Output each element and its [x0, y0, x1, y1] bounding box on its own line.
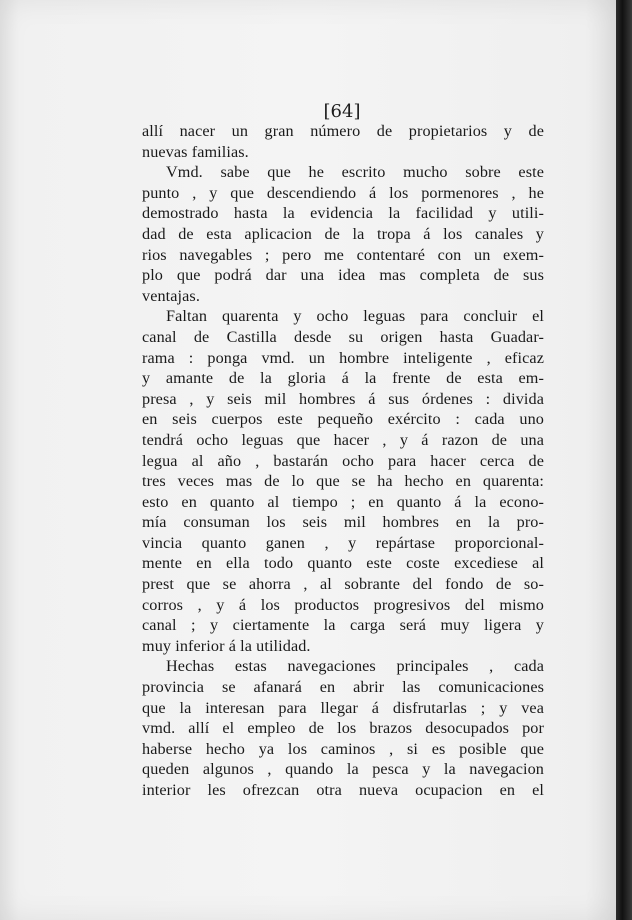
text-line: interior les ofrezcan otra nueva ocupacion en el: [142, 781, 544, 799]
text-line: esto en quanto al tiempo ; en quanto á la econo-: [142, 492, 544, 511]
text-line: queden algunos , quando la pesca y la navegacion: [142, 760, 544, 779]
text-line: rios navegables ; pero me contentaré con un exem-: [142, 245, 544, 264]
text-line: nuevas familias.: [142, 142, 249, 161]
text-line: mía consuman los seis mil hombres en la pro-: [142, 513, 544, 532]
text-line: muy inferior á la utilidad.: [142, 636, 311, 655]
paragraph: [142, 656, 544, 800]
text-line: Vmd. sabe que he escrito mucho sobre este: [166, 163, 544, 182]
text-line: ventajas.: [142, 286, 200, 305]
text-line: haberse hecho ya los caminos , si es posible que: [142, 739, 544, 758]
text-line: plo que podrá dar una idea mas completa de sus: [142, 266, 544, 285]
text-line: punto , y que descendiendo á los pormenores , he: [142, 183, 544, 202]
text-line: presa , y seis mil hombres á sus órdenes : divida: [142, 389, 544, 408]
text-line: canal ; y ciertamente la carga será muy ligera y: [142, 616, 544, 635]
text-line: vmd. allí el empleo de los brazos desocupados por: [142, 719, 544, 738]
text-line: dad de esta aplicacion de la tropa á los canales y: [142, 224, 544, 243]
paragraph: [142, 121, 544, 162]
text-line: demostrado hasta la evidencia la facilidad y utili-: [142, 204, 544, 223]
text-line: provincia se afanará en abrir las comunicaciones: [142, 678, 544, 697]
text-line: tres veces mas de lo que se ha hecho en quarenta:: [142, 472, 544, 491]
text-line: vincia quanto ganen , y repártase proporcional-: [142, 533, 544, 552]
text-line: Faltan quarenta y ocho leguas para concluir el: [166, 307, 544, 326]
text-line: allí nacer un gran número de propietarios y de: [142, 122, 544, 140]
page-number: [64]: [323, 101, 361, 122]
text-line: canal de Castilla desde su origen hasta Guadar-: [142, 327, 544, 346]
text-line: tendrá ocho leguas que hacer , y á razon de una: [142, 430, 544, 449]
text-line: en seis cuerpos este pequeño exército : cada uno: [142, 410, 544, 429]
text-line: y amante de la gloria á la frente de esta em-: [142, 369, 544, 388]
paragraph: [142, 162, 544, 306]
text-line: prest que se ahorra , al sobrante del fondo de so-: [142, 575, 544, 594]
paragraph: [142, 306, 544, 656]
text-line: Hechas estas navegaciones principales , cada: [166, 657, 544, 676]
text-line: legua al año , bastarán ocho para hacer cerca de: [142, 451, 544, 470]
text-line: mente en ella todo quanto este coste excediese al: [142, 554, 544, 573]
text-line: que la interesan para llegar á disfrutarlas ; y vea: [142, 698, 544, 717]
text-line: corros , y á los productos progresivos del mismo: [142, 595, 544, 614]
page-edge-shadow: [616, 0, 632, 920]
text-line: rama : ponga vmd. un hombre inteligente , eficaz: [142, 348, 544, 367]
body-text: [142, 121, 544, 801]
